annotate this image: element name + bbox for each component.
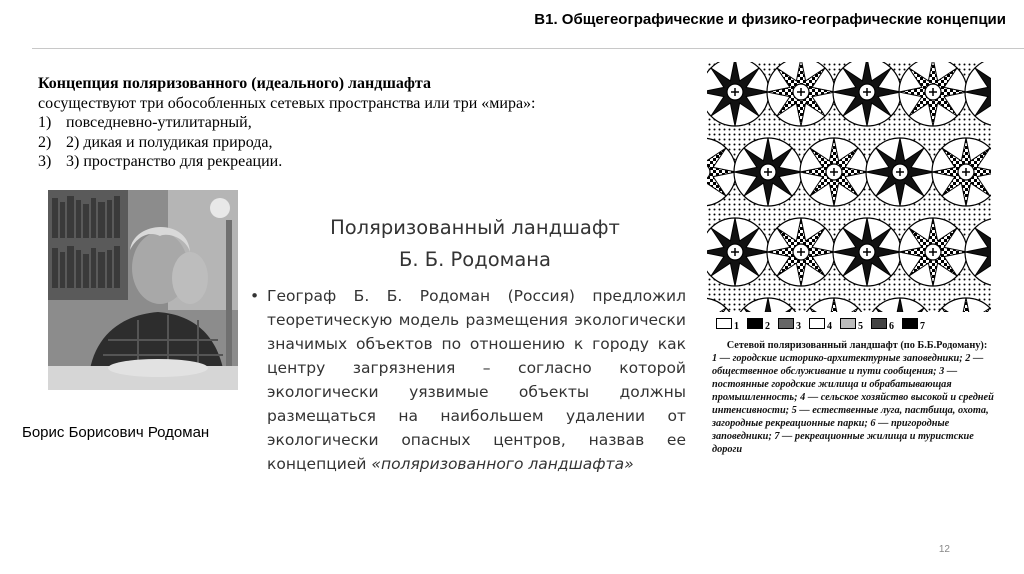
legend-item: 7 [902,318,925,332]
concept-item-text: 2) дикая и полудикая природа, [66,133,273,151]
portrait-photo-illustration [48,190,238,390]
legend-swatch [747,318,763,329]
legend-swatch [809,318,825,329]
legend-item: 1 [716,318,739,332]
concept-block [38,74,678,172]
concept-item [38,113,678,133]
concept-item-text: 3) пространство для рекреации. [66,153,283,170]
body-text-plain: Географ Б. Б. Родоман (Россия) предложил теоретическую модель размещения экологически значимых объектов по отношению к городу как центру загрязнения – согласно которой экологически уязвимые объекты должны размещаться на наибольшем удалении от экологически опасных центров, назвав ее концепцией [267,287,686,473]
landscape-pattern-illustration [707,62,991,312]
figure-legend [716,318,925,332]
legend-item: 2 [747,318,770,332]
concept-heading: Концепция поляризованного (идеального) ландшафта [38,75,431,92]
slide-header-title: В1. Общегеографические и физико-географические концепции [534,11,1006,28]
figure-caption-body: 1 — городские историко-архитектурные заповедники; 2 — общественное обслуживание и пути сообщения; 3 — постоянные городские жилища и обрабатывающая промышленность; 4 — сельское хозяйство высокой и средней интенсивности; 5 — естественные луга, пастбища, охота, загородные рекреационные парки; 6 — пригородные заповедники; 7 — рекреационные жилища и туристские дороги [712,353,994,455]
legend-item: 6 [871,318,894,332]
legend-item: 5 [840,318,863,332]
slide-title-line: Б. Б. Родомана [398,248,551,271]
legend-swatch [871,318,887,329]
concept-item-number: 1) [38,114,52,131]
figure-caption-title: Сетевой поляризованный ландшафт (по Б.Б.Родоману): [726,340,988,351]
polarized-landscape-figure [707,62,991,312]
concept-item-number: 2) [38,133,52,151]
body-text-emphasis: «поляризованного ландшафта» [371,455,634,473]
legend-swatch [840,318,856,329]
slide-title [262,212,688,276]
body-text [250,284,686,476]
legend-swatch [902,318,918,329]
concept-intro: сосуществуют три обособленных сетевых пространства или три «мира»: [38,94,536,112]
figure-caption [712,339,1002,456]
legend-item: 4 [809,318,832,332]
page-number: 12 [938,544,950,555]
bullet-marker: • [250,287,260,305]
concept-item-text: повседневно-утилитарный, [66,114,252,131]
portrait-caption: Борис Борисович Родоман [22,424,210,441]
legend-swatch [778,318,794,329]
legend-item: 3 [778,318,801,332]
concept-item-number: 3) [38,153,52,170]
header-divider [32,48,1024,49]
slide-title-line: Поляризованный ландшафт [330,216,620,239]
concept-item [38,133,678,153]
portrait-photo [48,190,238,390]
concept-item [38,152,678,172]
body-paragraph [250,284,686,476]
legend-swatch [716,318,732,329]
